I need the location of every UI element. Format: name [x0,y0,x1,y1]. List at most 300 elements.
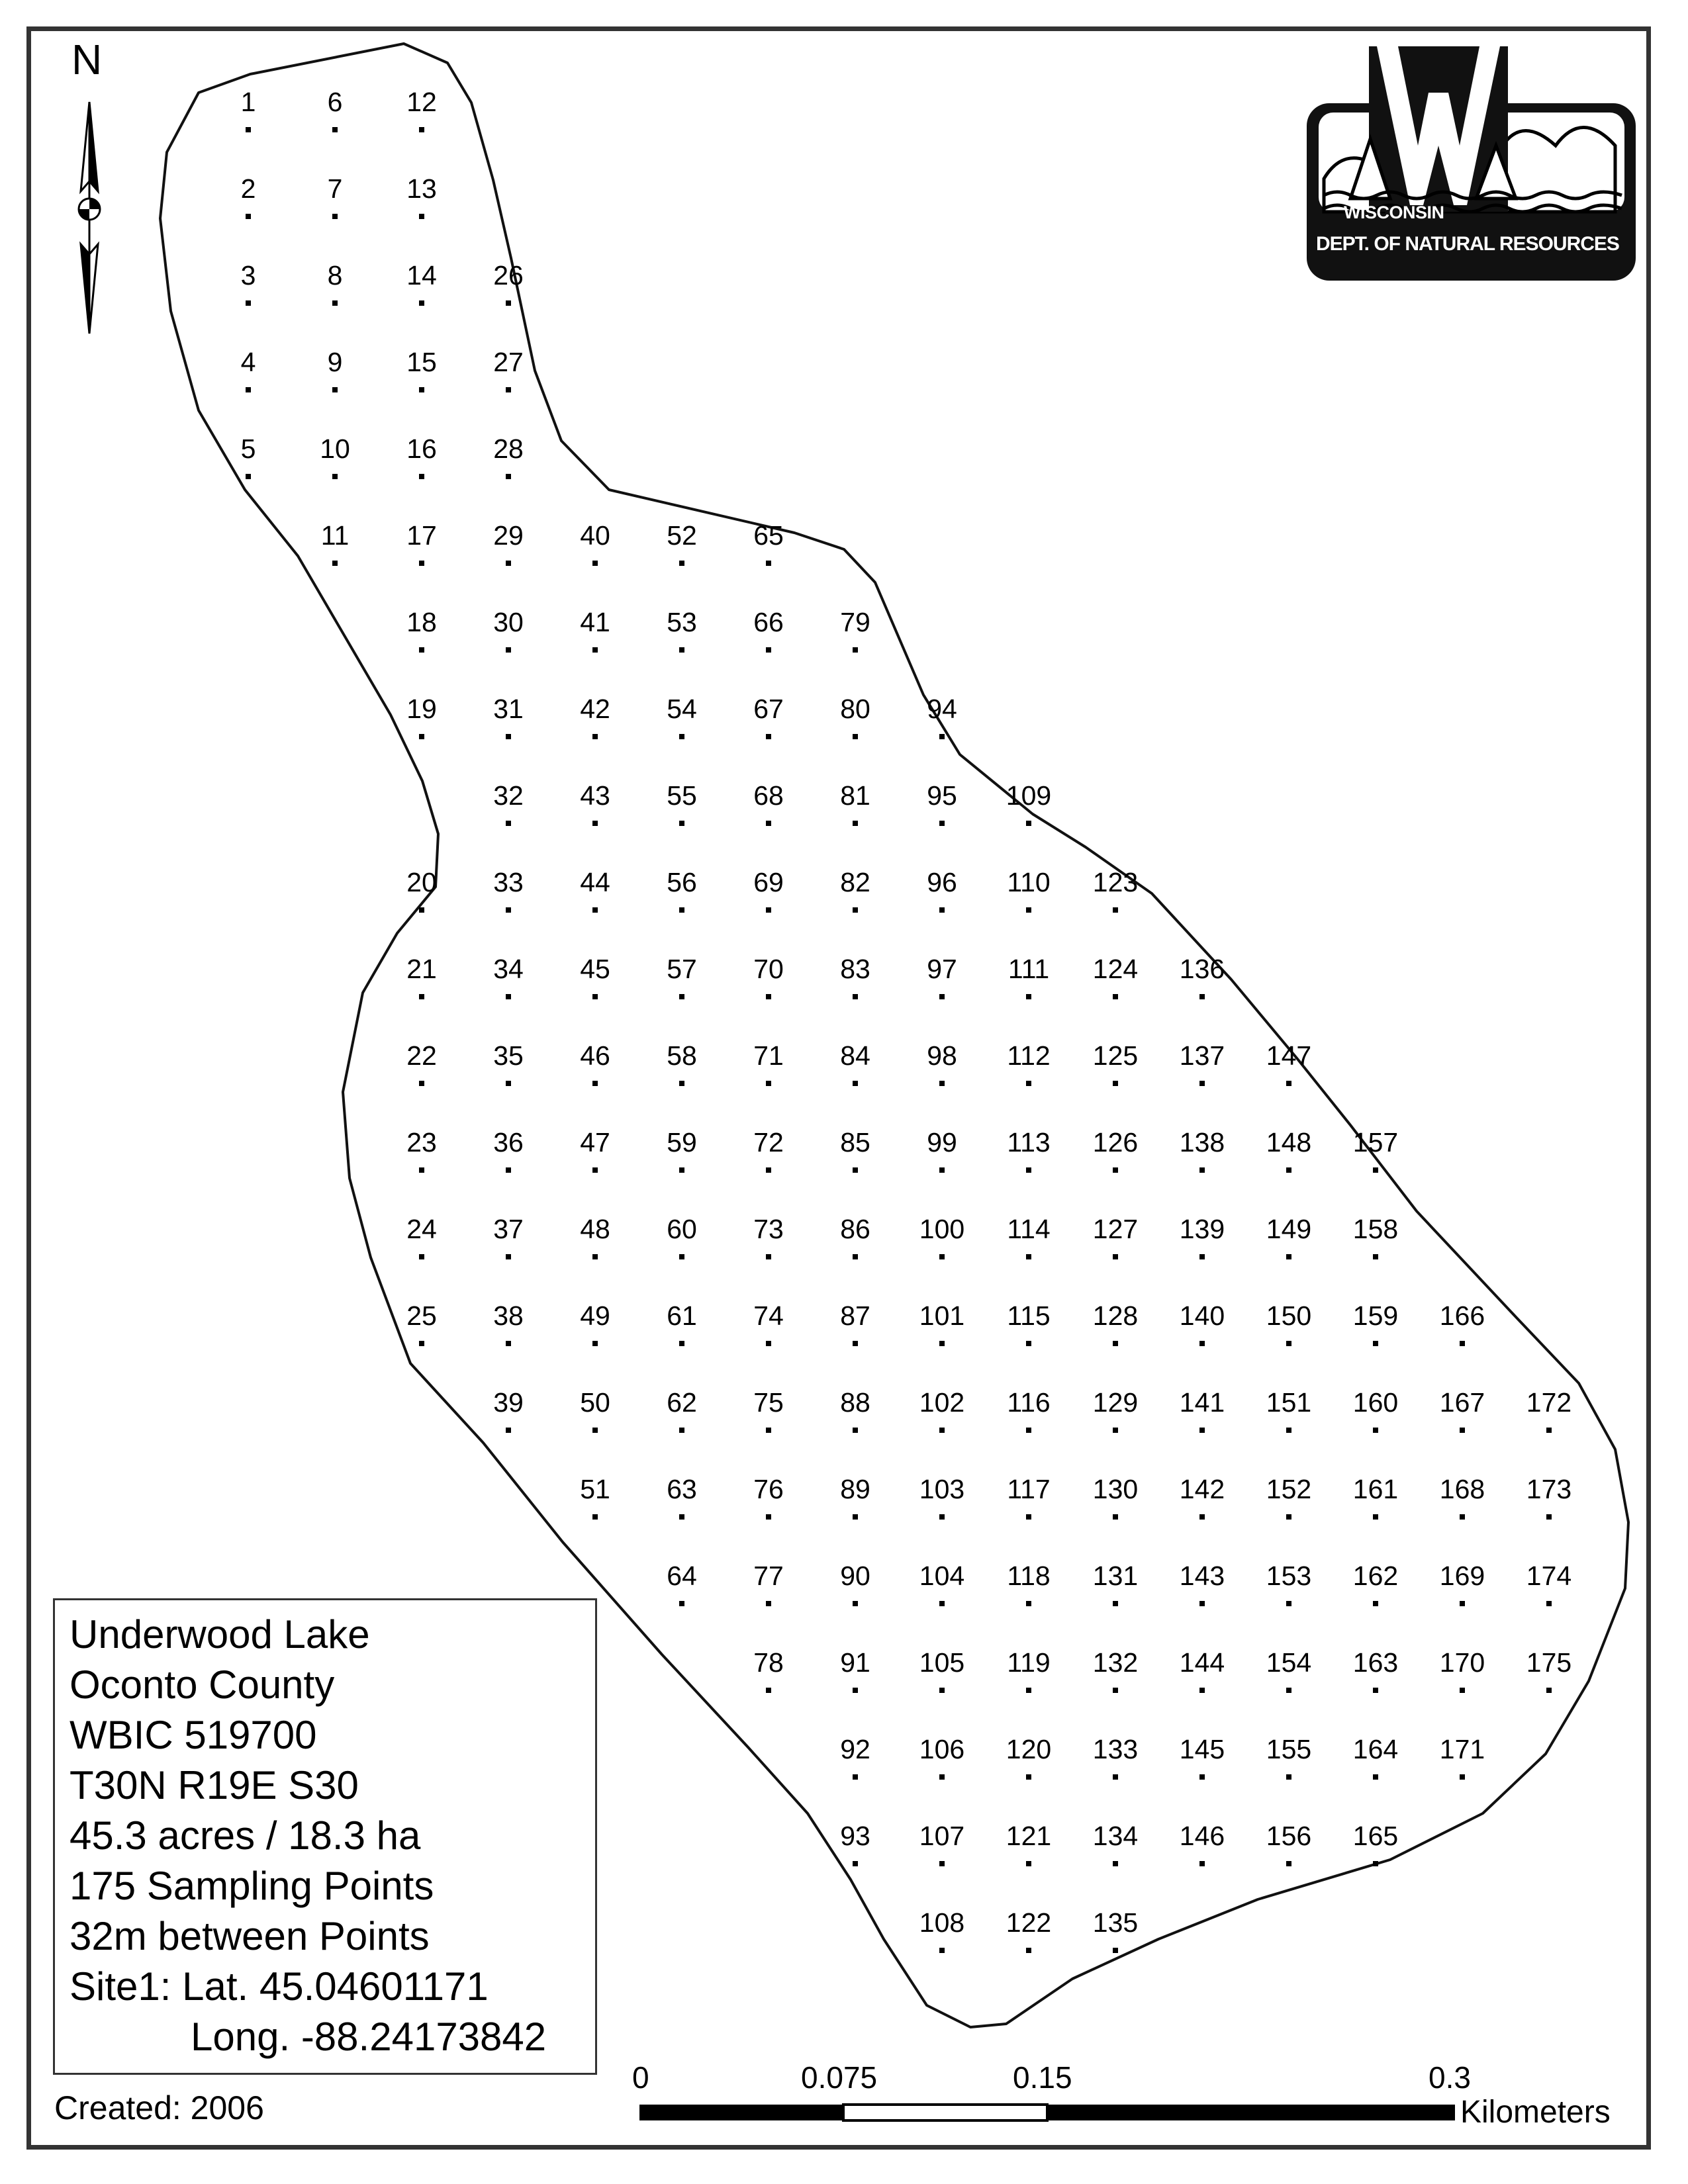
sampling-point-marker-90 [853,1601,858,1606]
sampling-point-label-86: 86 [840,1214,870,1244]
sampling-point-marker-146 [1199,1861,1205,1866]
sampling-point-marker-174 [1546,1601,1552,1606]
sampling-point-label-164: 164 [1352,1734,1399,1764]
sampling-point-label-168: 168 [1439,1474,1485,1504]
sampling-point-marker-111 [1026,994,1031,999]
sampling-point-marker-93 [853,1861,858,1866]
sampling-point-label-63: 63 [667,1474,697,1504]
sampling-point-marker-122 [1026,1948,1031,1953]
sampling-point-marker-155 [1286,1774,1291,1780]
sampling-point-label-118: 118 [1007,1561,1051,1591]
sampling-point-label-22: 22 [406,1040,437,1071]
sampling-point-marker-33 [506,907,511,913]
site-longitude: Long. -88.24173842 [191,2015,547,2059]
sampling-point-label-31: 31 [493,694,524,724]
sampling-point-marker-23 [419,1167,424,1173]
sampling-point-marker-9 [332,387,338,392]
sampling-point-label-67: 67 [753,694,784,724]
sampling-point-label-26: 26 [493,260,524,291]
sampling-point-count: 175 Sampling Points [70,1864,434,1908]
sampling-point-label-151: 151 [1266,1387,1312,1418]
sampling-point-marker-92 [853,1774,858,1780]
sampling-point-marker-39 [506,1428,511,1433]
sampling-point-label-55: 55 [667,780,697,811]
sampling-point-label-173: 173 [1526,1474,1572,1504]
sampling-point-label-88: 88 [840,1387,870,1418]
sampling-point-marker-114 [1026,1254,1031,1259]
sampling-point-marker-135 [1113,1948,1118,1953]
sampling-point-label-30: 30 [493,607,524,637]
sampling-point-marker-78 [766,1688,771,1693]
sampling-point-marker-128 [1113,1341,1118,1346]
sampling-point-marker-31 [506,734,511,739]
sampling-point-marker-158 [1373,1254,1378,1259]
sampling-point-label-58: 58 [667,1040,697,1071]
sampling-point-marker-143 [1199,1601,1205,1606]
sampling-point-marker-13 [419,214,424,219]
sampling-point-label-103: 103 [919,1474,965,1504]
sampling-point-label-98: 98 [927,1040,957,1071]
sampling-point-marker-173 [1546,1514,1552,1520]
sampling-point-marker-87 [853,1341,858,1346]
sampling-point-marker-42 [592,734,598,739]
sampling-point-marker-20 [419,907,424,913]
sampling-point-marker-65 [766,561,771,566]
sampling-point-label-100: 100 [919,1214,965,1244]
sampling-point-marker-145 [1199,1774,1205,1780]
sampling-point-label-12: 12 [406,87,437,117]
sampling-point-label-75: 75 [753,1387,784,1418]
sampling-point-marker-76 [766,1514,771,1520]
sampling-point-marker-144 [1199,1688,1205,1693]
sampling-point-label-72: 72 [753,1127,784,1158]
scale-label-015: 0.15 [1013,2060,1072,2095]
sampling-point-marker-159 [1373,1341,1378,1346]
sampling-point-label-153: 153 [1266,1561,1312,1591]
sampling-point-marker-35 [506,1081,511,1086]
sampling-point-marker-119 [1026,1688,1031,1693]
sampling-point-label-105: 105 [919,1647,965,1678]
sampling-point-marker-130 [1113,1514,1118,1520]
sampling-point-label-146: 146 [1179,1821,1225,1851]
sampling-point-label-87: 87 [840,1300,870,1331]
scale-label-0: 0 [632,2060,649,2095]
sampling-point-label-21: 21 [406,954,437,984]
sampling-point-label-3: 3 [240,260,256,291]
sampling-point-label-149: 149 [1266,1214,1312,1244]
sampling-point-label-17: 17 [406,520,437,551]
sampling-point-label-93: 93 [840,1821,870,1851]
sampling-point-marker-50 [592,1428,598,1433]
sampling-point-label-154: 154 [1266,1647,1312,1678]
sampling-point-label-156: 156 [1266,1821,1312,1851]
sampling-point-marker-46 [592,1081,598,1086]
sampling-point-label-59: 59 [667,1127,697,1158]
sampling-point-label-47: 47 [580,1127,610,1158]
sampling-point-marker-134 [1113,1861,1118,1866]
sampling-point-label-10: 10 [320,433,350,464]
sampling-point-label-101: 101 [919,1300,965,1331]
sampling-point-label-160: 160 [1352,1387,1399,1418]
sampling-point-label-6: 6 [327,87,343,117]
sampling-point-label-69: 69 [753,867,784,897]
sampling-point-label-40: 40 [580,520,610,551]
sampling-point-marker-137 [1199,1081,1205,1086]
sampling-point-marker-18 [419,647,424,653]
sampling-point-label-73: 73 [753,1214,784,1244]
sampling-point-marker-124 [1113,994,1118,999]
sampling-point-label-128: 128 [1092,1300,1139,1331]
sampling-point-label-136: 136 [1179,954,1225,984]
sampling-point-marker-4 [246,387,251,392]
sampling-point-label-45: 45 [580,954,610,984]
sampling-point-label-9: 9 [327,347,343,377]
sampling-point-label-36: 36 [493,1127,524,1158]
sampling-point-label-50: 50 [580,1387,610,1418]
sampling-point-marker-106 [939,1774,945,1780]
sampling-point-label-96: 96 [927,867,957,897]
lake-info-box [53,1598,597,2075]
wbic-code: WBIC 519700 [70,1713,317,1757]
sampling-point-marker-157 [1373,1167,1378,1173]
sampling-point-label-89: 89 [840,1474,870,1504]
sampling-point-label-48: 48 [580,1214,610,1244]
sampling-point-marker-17 [419,561,424,566]
sampling-point-marker-67 [766,734,771,739]
sampling-point-marker-56 [679,907,684,913]
sampling-point-marker-112 [1026,1081,1031,1086]
logo-text-line1: WISCONSIN [1344,203,1444,222]
sampling-point-marker-47 [592,1167,598,1173]
sampling-point-marker-95 [939,821,945,826]
lake-name: Underwood Lake [70,1612,370,1657]
sampling-point-marker-21 [419,994,424,999]
sampling-point-marker-12 [419,127,424,132]
sampling-point-label-150: 150 [1266,1300,1312,1331]
sampling-point-label-81: 81 [840,780,870,811]
sampling-point-label-102: 102 [919,1387,965,1418]
sampling-point-label-2: 2 [240,173,256,204]
scale-label-0075: 0.075 [801,2060,878,2095]
sampling-point-marker-102 [939,1428,945,1433]
sampling-point-label-62: 62 [667,1387,697,1418]
sampling-point-label-66: 66 [753,607,784,637]
sampling-point-label-54: 54 [667,694,697,724]
sampling-point-marker-129 [1113,1428,1118,1433]
sampling-point-label-13: 13 [406,173,437,204]
sampling-point-marker-117 [1026,1514,1031,1520]
sampling-point-label-57: 57 [667,954,697,984]
sampling-point-marker-49 [592,1341,598,1346]
sampling-point-label-49: 49 [580,1300,610,1331]
sampling-point-label-38: 38 [493,1300,524,1331]
sampling-point-marker-151 [1286,1428,1291,1433]
sampling-point-marker-163 [1373,1688,1378,1693]
sampling-point-label-92: 92 [840,1734,870,1764]
sampling-point-marker-70 [766,994,771,999]
sampling-point-label-37: 37 [493,1214,524,1244]
sampling-point-marker-16 [419,474,424,479]
sampling-point-label-42: 42 [580,694,610,724]
sampling-point-marker-107 [939,1861,945,1866]
sampling-point-label-121: 121 [1006,1821,1052,1851]
sampling-point-label-90: 90 [840,1561,870,1591]
sampling-point-marker-37 [506,1254,511,1259]
sampling-point-marker-152 [1286,1514,1291,1520]
sampling-point-marker-38 [506,1341,511,1346]
sampling-point-label-138: 138 [1179,1127,1225,1158]
sampling-point-marker-77 [766,1601,771,1606]
sampling-point-marker-166 [1460,1341,1465,1346]
sampling-point-marker-116 [1026,1428,1031,1433]
sampling-point-marker-156 [1286,1861,1291,1866]
sampling-point-label-113: 113 [1007,1127,1051,1158]
sampling-point-label-15: 15 [406,347,437,377]
sampling-point-label-114: 114 [1007,1214,1051,1244]
sampling-point-marker-55 [679,821,684,826]
sampling-point-marker-2 [246,214,251,219]
sampling-point-label-134: 134 [1092,1821,1139,1851]
sampling-point-label-155: 155 [1266,1734,1312,1764]
sampling-point-label-115: 115 [1007,1300,1051,1331]
sampling-point-marker-54 [679,734,684,739]
sampling-point-label-60: 60 [667,1214,697,1244]
sampling-point-label-123: 123 [1092,867,1139,897]
sampling-point-label-174: 174 [1526,1561,1572,1591]
sampling-point-marker-51 [592,1514,598,1520]
sampling-point-marker-97 [939,994,945,999]
sampling-point-marker-142 [1199,1514,1205,1520]
sampling-point-label-148: 148 [1266,1127,1312,1158]
sampling-point-marker-94 [939,734,945,739]
sampling-point-label-20: 20 [406,867,437,897]
sampling-point-marker-29 [506,561,511,566]
sampling-point-label-119: 119 [1007,1647,1051,1678]
sampling-point-label-39: 39 [493,1387,524,1418]
sampling-point-label-120: 120 [1006,1734,1052,1764]
sampling-point-marker-19 [419,734,424,739]
sampling-point-marker-131 [1113,1601,1118,1606]
sampling-point-marker-164 [1373,1774,1378,1780]
sampling-point-marker-148 [1286,1167,1291,1173]
sampling-point-marker-30 [506,647,511,653]
sampling-point-label-35: 35 [493,1040,524,1071]
sampling-point-label-7: 7 [327,173,343,204]
scale-unit-label: Kilometers [1460,2095,1611,2130]
sampling-point-label-82: 82 [840,867,870,897]
sampling-point-marker-75 [766,1428,771,1433]
sampling-point-marker-40 [592,561,598,566]
sampling-point-marker-84 [853,1081,858,1086]
sampling-point-marker-126 [1113,1167,1118,1173]
sampling-point-marker-58 [679,1081,684,1086]
scale-bar [639,2103,1455,2122]
sampling-point-marker-68 [766,821,771,826]
sampling-point-marker-1 [246,127,251,132]
sampling-point-label-122: 122 [1006,1907,1052,1938]
sampling-point-label-14: 14 [406,260,437,291]
lake-area: 45.3 acres / 18.3 ha [70,1813,421,1858]
sampling-point-label-172: 172 [1526,1387,1572,1418]
sampling-point-label-34: 34 [493,954,524,984]
sampling-point-marker-7 [332,214,338,219]
sampling-point-marker-27 [506,387,511,392]
sampling-point-label-77: 77 [753,1561,784,1591]
sampling-point-label-112: 112 [1007,1040,1051,1071]
sampling-point-marker-64 [679,1601,684,1606]
sampling-point-label-94: 94 [927,694,957,724]
sampling-point-label-4: 4 [240,347,256,377]
sampling-point-marker-86 [853,1254,858,1259]
sampling-point-marker-45 [592,994,598,999]
sampling-point-label-65: 65 [753,520,784,551]
sampling-point-label-83: 83 [840,954,870,984]
sampling-point-label-79: 79 [840,607,870,637]
sampling-point-label-1: 1 [240,87,256,117]
sampling-point-marker-44 [592,907,598,913]
sampling-point-label-126: 126 [1092,1127,1139,1158]
sampling-point-marker-61 [679,1341,684,1346]
sampling-point-label-159: 159 [1352,1300,1399,1331]
sampling-point-label-110: 110 [1007,867,1051,897]
sampling-point-marker-63 [679,1514,684,1520]
sampling-point-label-44: 44 [580,867,610,897]
sampling-point-marker-140 [1199,1341,1205,1346]
sampling-point-marker-85 [853,1167,858,1173]
sampling-point-label-157: 157 [1352,1127,1399,1158]
sampling-point-marker-79 [853,647,858,653]
sampling-point-marker-34 [506,994,511,999]
sampling-point-label-95: 95 [927,780,957,811]
sampling-point-marker-80 [853,734,858,739]
sampling-point-label-125: 125 [1092,1040,1139,1071]
sampling-point-marker-133 [1113,1774,1118,1780]
sampling-point-label-11: 11 [320,520,350,551]
sampling-point-marker-11 [332,561,338,566]
sampling-point-marker-118 [1026,1601,1031,1606]
sampling-point-marker-28 [506,474,511,479]
sampling-point-label-5: 5 [240,433,256,464]
sampling-point-marker-22 [419,1081,424,1086]
sampling-point-label-170: 170 [1439,1647,1485,1678]
sampling-point-marker-74 [766,1341,771,1346]
sampling-point-label-108: 108 [919,1907,965,1938]
sampling-point-label-76: 76 [753,1474,784,1504]
sampling-point-marker-150 [1286,1341,1291,1346]
sampling-point-label-23: 23 [406,1127,437,1158]
sampling-point-marker-69 [766,907,771,913]
sampling-point-marker-5 [246,474,251,479]
sampling-point-marker-14 [419,300,424,306]
sampling-point-marker-154 [1286,1688,1291,1693]
sampling-point-label-147: 147 [1266,1040,1312,1071]
sampling-point-marker-139 [1199,1254,1205,1259]
sampling-point-label-80: 80 [840,694,870,724]
sampling-point-marker-43 [592,821,598,826]
sampling-point-label-19: 19 [406,694,437,724]
sampling-point-label-46: 46 [580,1040,610,1071]
sampling-point-label-28: 28 [493,433,524,464]
sampling-point-marker-3 [246,300,251,306]
sampling-point-marker-60 [679,1254,684,1259]
sampling-point-label-104: 104 [919,1561,965,1591]
sampling-point-marker-153 [1286,1601,1291,1606]
sampling-point-label-68: 68 [753,780,784,811]
sampling-point-label-24: 24 [406,1214,437,1244]
sampling-point-marker-26 [506,300,511,306]
sampling-point-label-91: 91 [840,1647,870,1678]
sampling-point-marker-41 [592,647,598,653]
sampling-point-label-78: 78 [753,1647,784,1678]
sampling-point-label-131: 131 [1092,1561,1139,1591]
sampling-point-label-43: 43 [580,780,610,811]
north-arrow-icon [66,42,113,340]
sampling-point-marker-66 [766,647,771,653]
sampling-point-marker-167 [1460,1428,1465,1433]
sampling-point-label-74: 74 [753,1300,784,1331]
sampling-point-label-16: 16 [406,433,437,464]
created-date: Created: 2006 [54,2089,264,2126]
sampling-point-marker-32 [506,821,511,826]
sampling-point-marker-83 [853,994,858,999]
sampling-point-label-8: 8 [327,260,343,291]
sampling-point-label-99: 99 [927,1127,957,1158]
sampling-point-label-142: 142 [1179,1474,1225,1504]
sampling-point-marker-160 [1373,1428,1378,1433]
sampling-point-label-116: 116 [1007,1387,1051,1418]
sampling-point-label-158: 158 [1352,1214,1399,1244]
sampling-point-marker-149 [1286,1254,1291,1259]
scale-label-03: 0.3 [1429,2060,1471,2095]
sampling-point-label-166: 166 [1439,1300,1485,1331]
sampling-point-label-51: 51 [580,1474,610,1504]
sampling-point-label-135: 135 [1092,1907,1139,1938]
sampling-point-label-84: 84 [840,1040,870,1071]
sampling-point-marker-110 [1026,907,1031,913]
sampling-point-marker-36 [506,1167,511,1173]
sampling-point-marker-165 [1373,1861,1378,1866]
sampling-point-label-163: 163 [1352,1647,1399,1678]
sampling-point-marker-138 [1199,1167,1205,1173]
sampling-point-marker-82 [853,907,858,913]
sampling-point-marker-96 [939,907,945,913]
sampling-point-label-85: 85 [840,1127,870,1158]
sampling-point-marker-57 [679,994,684,999]
sampling-point-label-71: 71 [753,1040,784,1071]
site-latitude: Site1: Lat. 45.04601171 [70,1964,489,2009]
sampling-point-marker-108 [939,1948,945,1953]
sampling-point-marker-104 [939,1601,945,1606]
sampling-point-marker-6 [332,127,338,132]
sampling-point-marker-15 [419,387,424,392]
sampling-point-marker-162 [1373,1601,1378,1606]
sampling-point-marker-101 [939,1341,945,1346]
sampling-point-label-141: 141 [1179,1387,1225,1418]
sampling-point-marker-100 [939,1254,945,1259]
sampling-point-label-175: 175 [1526,1647,1572,1678]
sampling-point-label-143: 143 [1179,1561,1225,1591]
sampling-point-label-167: 167 [1439,1387,1485,1418]
sampling-point-marker-121 [1026,1861,1031,1866]
sampling-point-marker-120 [1026,1774,1031,1780]
sampling-point-label-132: 132 [1092,1647,1139,1678]
sampling-point-marker-161 [1373,1514,1378,1520]
sampling-point-marker-147 [1286,1081,1291,1086]
sampling-point-marker-99 [939,1167,945,1173]
sampling-point-marker-62 [679,1428,684,1433]
sampling-point-marker-59 [679,1167,684,1173]
sampling-point-marker-24 [419,1254,424,1259]
